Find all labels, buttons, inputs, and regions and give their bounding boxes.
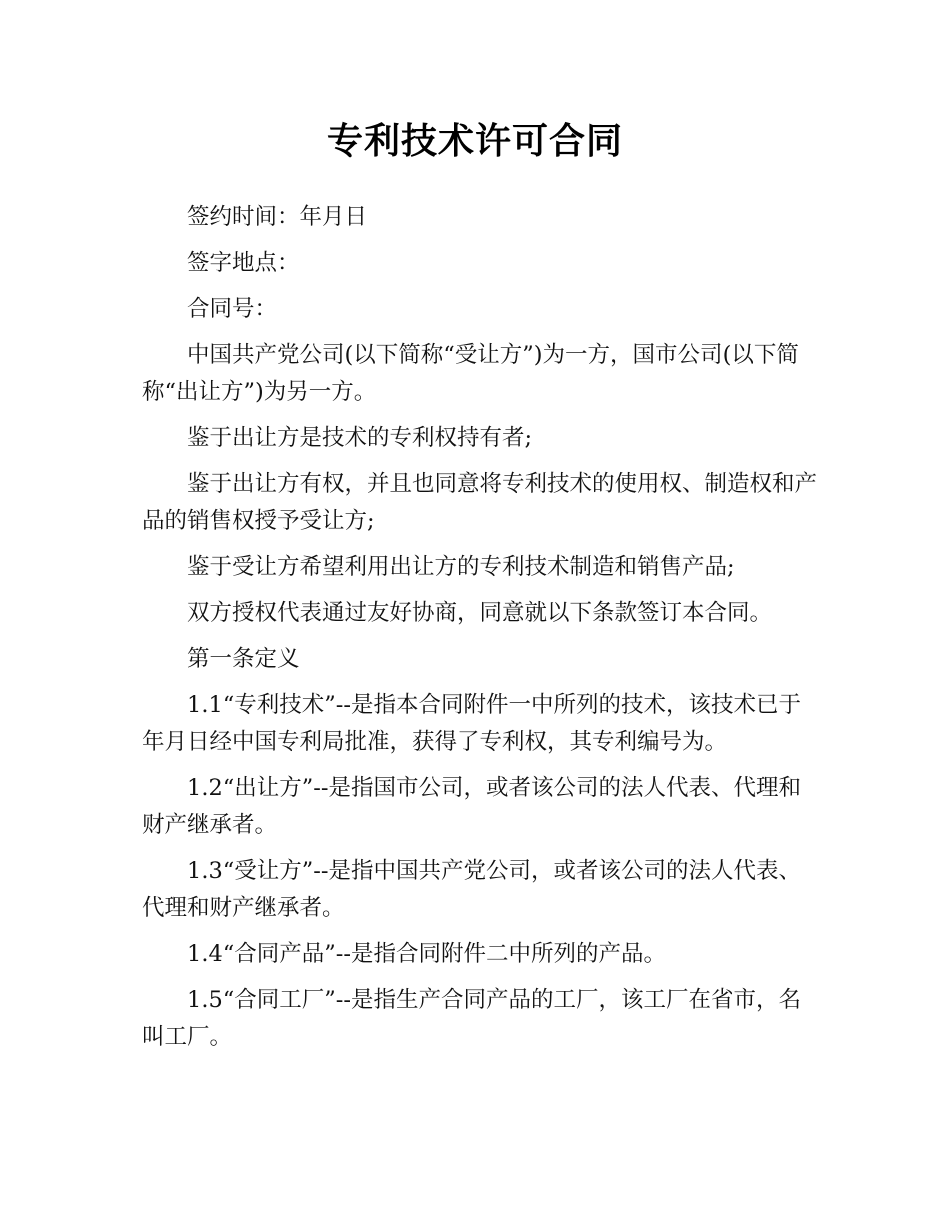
definition-1-5: 1.5“合同工厂”--是指生产合同产品的工厂，该工厂在省市，名叫工厂。 — [142, 987, 801, 1050]
definition-1-1: 1.1“专利技术”--是指本合同附件一中所列的技术，该技术已于年月日经中国专利局批准，获得了专利权，其专利编号为。 — [142, 692, 801, 755]
definition-1-4: 1.4“合同产品”--是指合同附件二中所列的产品。 — [187, 941, 666, 967]
signing-date-line: 签约时间：年月日 — [187, 204, 368, 230]
document-body — [142, 199, 822, 1065]
contract-number-line: 合同号： — [187, 296, 278, 322]
recital-1: 鉴于出让方是技术的专利权持有者; — [187, 425, 533, 451]
definition-1-3: 1.3“受让方”--是指中国共产党公司，或者该公司的法人代表、代理和财产继承者。 — [142, 858, 801, 921]
recital-3: 鉴于受让方希望利用出让方的专利技术制造和销售产品; — [187, 554, 735, 580]
document-title: 专利技术许可合同 — [326, 121, 623, 162]
article-1-heading: 第一条定义 — [187, 646, 300, 672]
parties-paragraph: 中国共产党公司(以下简称“受让方”)为一方，国市公司(以下简称“出让方”)为另一方。 — [142, 342, 799, 405]
definition-1-2: 1.2“出让方”--是指国市公司，或者该公司的法人代表、代理和财产继承者。 — [142, 775, 801, 838]
recital-2: 鉴于出让方有权，并且也同意将专利技术的使用权、制造权和产品的销售权授予受让方; — [142, 471, 818, 534]
signing-place-line: 签字地点： — [187, 250, 300, 276]
agreement-statement: 双方授权代表通过友好协商，同意就以下条款签订本合同。 — [187, 600, 773, 626]
